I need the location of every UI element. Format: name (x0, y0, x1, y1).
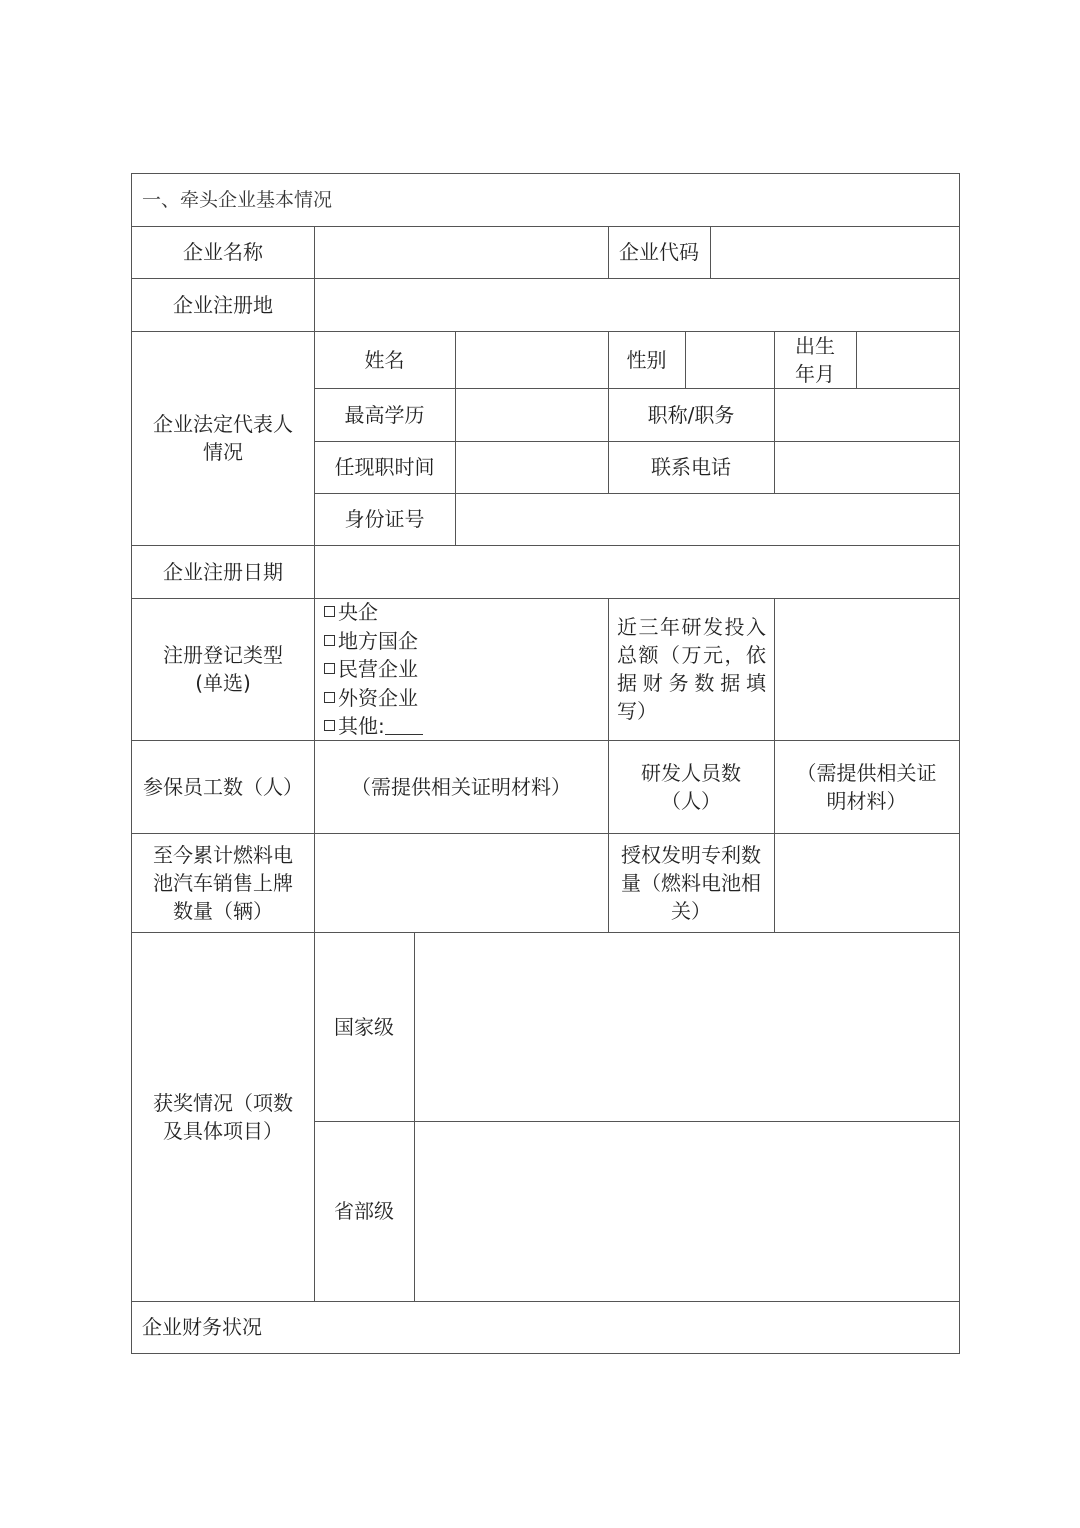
reg-place-field[interactable] (315, 279, 959, 331)
birth-field[interactable] (857, 332, 959, 388)
checkbox-icon[interactable] (324, 720, 335, 731)
national-label: 国家级 (334, 1014, 394, 1039)
company-name-label: 企业名称 (183, 240, 263, 264)
insured-staff-note: （需提供相关证明材料） (351, 774, 571, 799)
rd-staff-note: （需提供相关证明材料） (796, 760, 937, 813)
phone-field[interactable] (775, 442, 959, 493)
company-name-field[interactable] (315, 227, 608, 278)
birth-label: 出生年月 (795, 333, 835, 386)
legal-rep-label: 企业法定代表人情况 (153, 412, 293, 464)
other-blank[interactable] (385, 714, 423, 735)
gender-field[interactable] (686, 332, 774, 388)
id-no-label: 身份证号 (344, 507, 425, 531)
reg-date-field[interactable] (315, 546, 959, 598)
fcv-sales-label: 至今累计燃料电池汽车销售上牌数量（辆） (153, 842, 293, 923)
gender-label: 性别 (626, 347, 667, 372)
finance-label: 企业财务状况 (142, 1315, 262, 1339)
reg-type-option[interactable] (324, 655, 423, 684)
company-code-label: 企业代码 (619, 240, 699, 264)
national-awards-field[interactable] (415, 933, 959, 1121)
option-label: 央企 (338, 600, 378, 624)
checkbox-icon[interactable] (324, 663, 335, 674)
rd-invest-field[interactable] (775, 599, 959, 740)
rd-invest-label: 近三年研发投入总额（万元，依据财务数据填写） (617, 615, 766, 723)
name-field[interactable] (456, 332, 608, 388)
reg-date-label: 企业注册日期 (163, 559, 283, 584)
title-post-label: 职称/职务 (647, 402, 735, 427)
education-field[interactable] (456, 389, 608, 441)
reg-type-options (324, 598, 423, 741)
provincial-label: 省部级 (334, 1199, 394, 1223)
reg-place-label: 企业注册地 (173, 292, 273, 317)
awards-label: 获奖情况（项数及具体项目） (153, 1090, 293, 1143)
reg-type-option[interactable] (324, 627, 423, 656)
reg-type-option[interactable] (324, 598, 423, 627)
patents-field[interactable] (775, 834, 959, 932)
patents-label: 授权发明专利数量（燃料电池相关） (621, 842, 761, 923)
tenure-field[interactable] (456, 442, 608, 493)
section-title: 一、牵头企业基本情况 (142, 189, 333, 211)
checkbox-icon[interactable] (324, 606, 335, 617)
title-post-field[interactable] (775, 389, 959, 441)
checkbox-icon[interactable] (324, 692, 335, 703)
insured-staff-label: 参保员工数（人） (143, 774, 303, 799)
reg-type-option[interactable] (324, 684, 423, 713)
reg-type-option[interactable] (324, 712, 423, 741)
option-label: 地方国企 (338, 628, 418, 653)
rd-staff-label: 研发人员数（人） (641, 760, 741, 813)
fcv-sales-field[interactable] (315, 834, 608, 932)
provincial-awards-field[interactable] (415, 1122, 959, 1301)
reg-type-label: 注册登记类型(单选) (163, 643, 283, 695)
option-label: 外资企业 (338, 685, 418, 710)
option-label: 其他: (338, 714, 385, 738)
education-label: 最高学历 (344, 402, 425, 427)
id-no-field[interactable] (456, 494, 959, 545)
phone-label: 联系电话 (651, 455, 731, 479)
option-label: 民营企业 (338, 657, 418, 681)
checkbox-icon[interactable] (324, 635, 335, 646)
name-label: 姓名 (364, 347, 405, 372)
enterprise-info-form (131, 173, 960, 1354)
tenure-label: 任现职时间 (334, 455, 435, 479)
company-code-field[interactable] (711, 227, 959, 278)
